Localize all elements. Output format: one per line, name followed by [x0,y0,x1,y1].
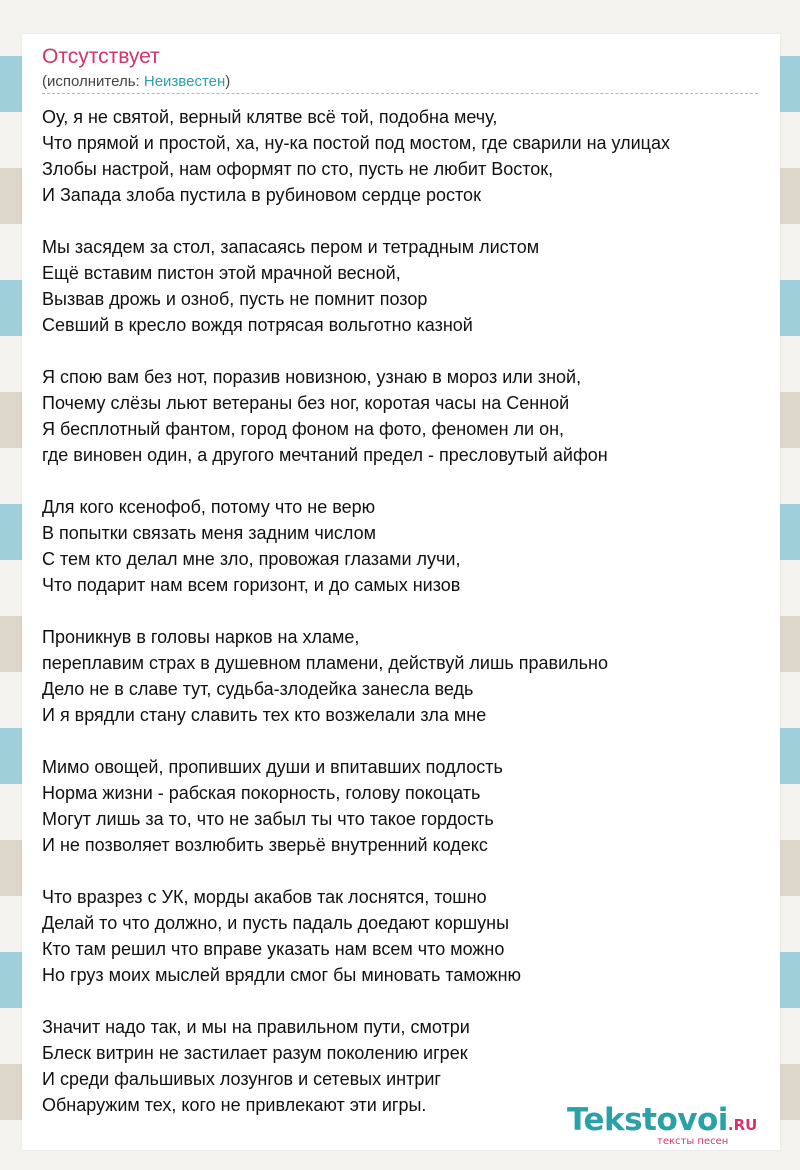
lyrics-line: Дело не в славе тут, судьба-злодейка занесла ведь [42,679,474,699]
lyrics-line: И не позволяет возлюбить зверьё внутренний кодекс [42,835,488,855]
logo-main-text: Tekstovoi [567,1102,728,1138]
lyrics-line: Мимо овощей, пропивших души и впитавших подлость [42,757,503,777]
lyrics-card [22,34,780,1150]
lyrics-line: Севший в кресло вождя потрясая вольготно казной [42,315,473,335]
lyrics-line: Делай то что должно, и пусть падаль доедают коршуны [42,913,510,933]
lyrics-line: Что подарит нам всем горизонт, и до самых низов [42,575,461,595]
lyrics-stanza [42,494,767,598]
lyrics-stanza [42,754,767,858]
lyrics-line: Обнаружим тех, кого не привлекают эти игры. [42,1095,427,1115]
logo-tld: .RU [727,1116,758,1134]
logo-wordmark [567,1102,757,1138]
lyrics-body [42,104,767,1144]
header-divider [42,93,758,94]
lyrics-line: И среди фальшивых лозунгов и сетевых интриг [42,1069,441,1089]
lyrics-line: С тем кто делал мне зло, провожая глазами лучи, [42,549,461,569]
lyrics-stanza [42,234,767,338]
lyrics-line: Я спою вам без нот, поразив новизною, узнаю в мороз или зной, [42,367,582,387]
lyrics-line: Вызвав дрожь и озноб, пусть не помнит позор [42,289,428,309]
lyrics-line: где виновен один, а другого мечтаний предел - пресловутый айфон [42,445,608,465]
song-title: Отсутствует [42,45,160,68]
lyrics-line: Мы засядем за стол, запасаясь пером и тетрадным листом [42,237,540,257]
lyrics-line: Кто там решил что вправе указать нам всем что можно [42,939,505,959]
artist-link[interactable]: Неизвестен [143,73,226,90]
lyrics-stanza [42,884,767,988]
artist-line [42,73,230,90]
lyrics-line: Что прямой и простой, ха, ну-ка постой под мостом, где сварили на улицах [42,133,671,153]
site-logo[interactable] [567,1102,777,1148]
lyrics-line: Могут лишь за то, что не забыл ты что такое гордость [42,809,494,829]
lyrics-line: В попытки связать меня задним числом [42,523,376,543]
lyrics-line: Проникнув в головы нарков на хламе, [42,627,360,647]
lyrics-line: Я бесплотный фантом, город фоном на фото, феномен ли он, [42,419,565,439]
lyrics-line: Но груз моих мыслей врядли смог бы миновать таможню [42,965,522,985]
lyrics-stanza [42,624,767,728]
lyrics-line: Что вразрез с УК, морды акабов так лоснятся, тошно [42,887,487,907]
lyrics-line: И я врядли стану славить тех кто возжелали зла мне [42,705,487,725]
lyrics-line: Ещё вставим пистон этой мрачной весной, [42,263,401,283]
lyrics-line: Для кого ксенофоб, потому что не верю [42,497,376,517]
logo-tagline: тексты песен [657,1136,729,1147]
lyrics-line: Норма жизни - рабская покорность, голову покоцать [42,783,481,803]
lyrics-line: Значит надо так, и мы на правильном пути, смотри [42,1017,470,1037]
artist-suffix: ) [225,73,231,90]
lyrics-stanza [42,364,767,468]
lyrics-stanza [42,104,767,208]
artist-prefix: (исполнитель: [42,73,144,90]
lyrics-line: Почему слёзы льют ветераны без ног, коротая часы на Сенной [42,393,570,413]
lyrics-line: переплавим страх в душевном пламени, действуй лишь правильно [42,653,608,673]
lyrics-line: И Запада злоба пустила в рубиновом сердце росток [42,185,481,205]
lyrics-line: Злобы настрой, нам оформят по сто, пусть не любит Восток, [42,159,554,179]
lyrics-line: Оу, я не святой, верный клятве всё той, подобна мечу, [42,107,498,127]
lyrics-line: Блеск витрин не застилает разум поколению игрек [42,1043,468,1063]
